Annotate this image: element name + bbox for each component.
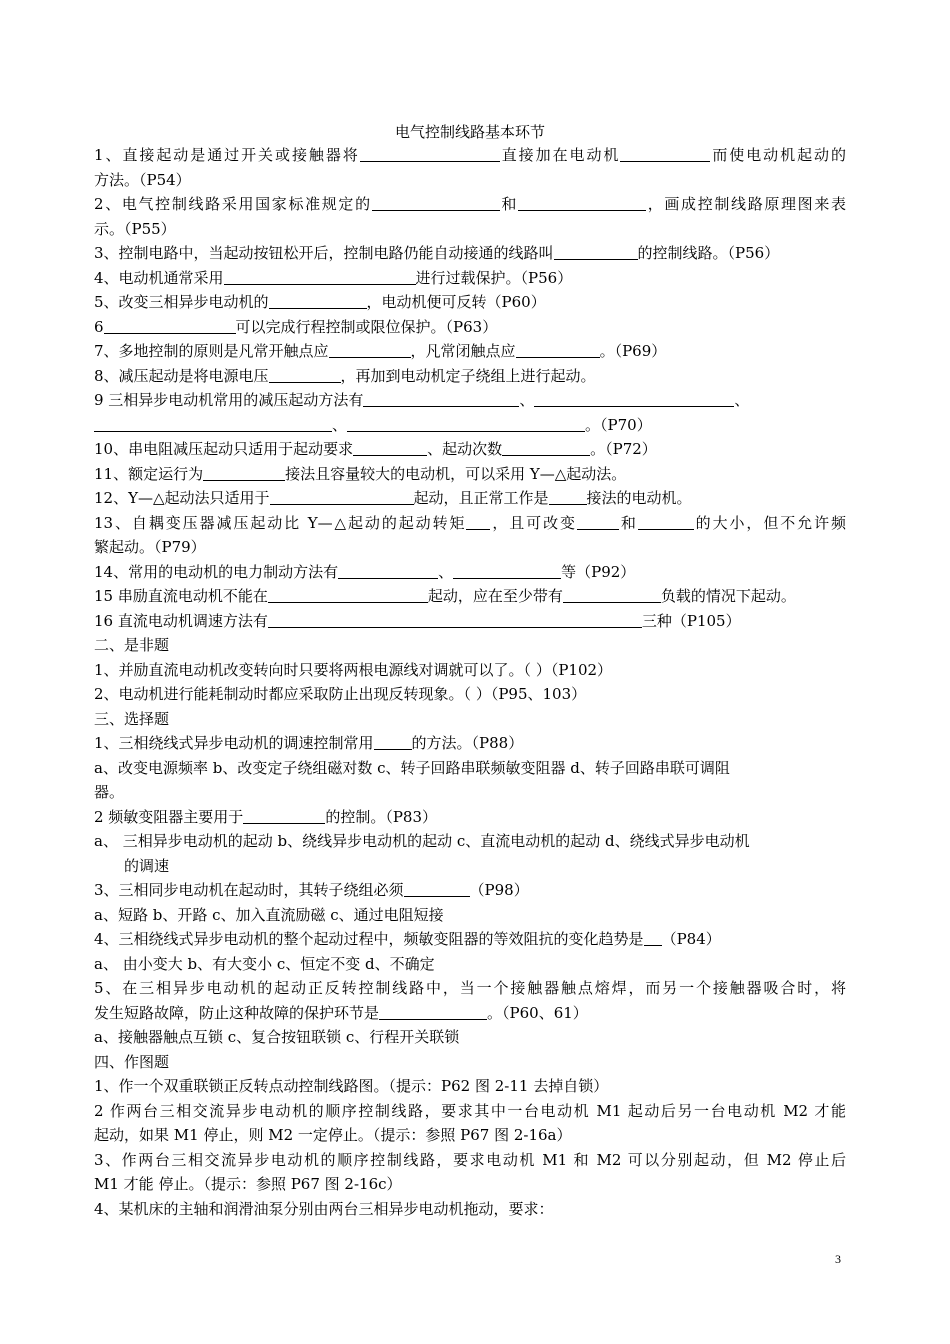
answer-blank[interactable] — [104, 318, 236, 334]
answer-blank[interactable] — [502, 440, 590, 456]
text: 的方法。（P88） — [411, 734, 524, 752]
text: 可以完成行程控制或限位保护。（P63） — [235, 317, 498, 336]
answer-blank[interactable] — [516, 342, 600, 358]
answer-blank[interactable] — [329, 342, 411, 358]
text: 、起动次数 — [427, 440, 503, 458]
text: 进行过载保护。（P56） — [415, 268, 573, 287]
text: 14、常用的电动机的电力制动方法有 — [94, 562, 339, 581]
question-8 — [94, 364, 846, 389]
text: ，电动机便可反转（P60） — [366, 293, 546, 311]
text: 、 — [519, 391, 535, 409]
text: 和 — [499, 195, 519, 213]
text: 6 — [94, 317, 104, 336]
text: 11、额定运行为 — [94, 464, 204, 483]
choice-2-options: a、 三相异步电动机的起动 b、绕线异步电动机的起动 c、直流电动机的起动 d、绕线式异步电动机 — [94, 832, 750, 850]
question-13-line-1 — [94, 511, 846, 536]
text: 等（P92） — [561, 562, 636, 581]
text: 1、直接起动是通过开关或接触器将 — [94, 146, 360, 164]
text: 15 串励直流电动机不能在 — [94, 587, 268, 605]
text: 、 — [734, 391, 750, 409]
choice-2-options-cont: 的调速 — [124, 856, 170, 875]
answer-blank[interactable] — [268, 612, 642, 628]
text: 。（P72） — [590, 440, 657, 458]
choice-1-options: a、改变电源频率 b、改变定子绕组磁对数 c、转子回路串联频敏变阻器 d、转子回路串联可调阻 — [94, 758, 730, 777]
text: 3、控制电路中，当起动按钮松开后，控制电路仍能自动接通的线路叫 — [94, 244, 554, 262]
choice-3-options: a、短路 b、开路 c、加入直流励磁 c、通过电阻短接 — [94, 905, 444, 924]
question-5 — [94, 290, 846, 315]
text: 8、减压起动是将电源电压 — [94, 366, 269, 385]
text: 7、多地控制的原则是凡常开触点应 — [94, 342, 329, 360]
text: 接法且容量较大的电动机，可以采用 Y—△起动法。 — [285, 464, 627, 483]
true-false-1: 1、并励直流电动机改变转向时只要将两根电源线对调就可以了。（ ）（P102） — [94, 660, 613, 679]
answer-blank[interactable] — [379, 1004, 487, 1020]
document-title: 电气控制线路基本环节 — [394, 123, 545, 141]
question-12 — [94, 486, 846, 511]
text: 1、三相绕线式异步电动机的调速控制常用 — [94, 734, 374, 752]
text: 。（P60、61） — [487, 1003, 588, 1022]
choice-5-line-2 — [94, 1001, 846, 1026]
text: ，且可改变 — [490, 513, 577, 532]
document-body — [94, 121, 846, 1221]
text: 4、三相绕线式异步电动机的整个起动过程中，频敏变阻器的等效阻抗的变化趋势是 — [94, 930, 644, 948]
question-1-line-2: 方法。（P54） — [94, 170, 191, 189]
answer-blank[interactable] — [353, 440, 427, 456]
text: 起动，且正常工作是 — [413, 489, 549, 507]
text: 9 三相异步电动机常用的减压起动方法有 — [94, 391, 364, 409]
answer-blank[interactable] — [94, 416, 332, 432]
answer-blank[interactable] — [269, 293, 367, 309]
text: 5、改变三相异步电动机的 — [94, 293, 269, 311]
choice-4-options: a、 由小变大 b、有大变小 c、恒定不变 d、不确定 — [94, 954, 435, 973]
answer-blank[interactable] — [374, 734, 412, 750]
answer-blank[interactable] — [404, 881, 470, 897]
answer-blank[interactable] — [577, 514, 619, 530]
text: 、 — [332, 415, 348, 434]
answer-blank[interactable] — [243, 808, 325, 824]
choice-2 — [94, 805, 846, 830]
text: 的大小，但不允许频 — [693, 513, 846, 532]
answer-blank[interactable] — [554, 244, 638, 260]
question-3 — [94, 241, 846, 266]
text: ，画成控制线路原理图来表 — [646, 195, 846, 213]
text: 而使电动机起动的 — [710, 146, 846, 164]
question-9-line-1 — [94, 388, 846, 413]
text: ，再加到电动机定子绕组上进行起动。 — [340, 366, 596, 385]
text: 负载的情况下起动。 — [660, 587, 796, 605]
drawing-3-line-1: 3、作两台三相交流异步电动机的顺序控制线路，要求电动机 M1 和 M2 可以分别起动，但 M2 停止后 — [94, 1150, 846, 1169]
drawing-4: 4、某机床的主轴和润滑油泵分别由两台三相异步电动机拖动，要求： — [94, 1199, 554, 1218]
text: 2、电气控制线路采用国家标准规定的 — [94, 195, 372, 213]
answer-blank[interactable] — [224, 269, 416, 285]
text: 2 频敏变阻器主要用于 — [94, 807, 244, 826]
question-1-line-1 — [94, 143, 846, 168]
answer-blank[interactable] — [620, 146, 710, 162]
text: 的控制。（P83） — [325, 807, 437, 826]
question-16 — [94, 609, 846, 634]
text: 三种（P105） — [641, 611, 741, 630]
question-2-line-1 — [94, 192, 846, 217]
answer-blank[interactable] — [203, 465, 285, 481]
drawing-1: 1、作一个双重联锁正反转点动控制线路图。（提示：P62 图 2-11 去掉自锁） — [94, 1077, 609, 1095]
answer-blank[interactable] — [638, 514, 694, 530]
choice-5-line-1: 5、在三相异步电动机的起动正反转控制线路中，当一个接触器触点熔焊，而另一个接触器吸合时，将 — [94, 979, 846, 997]
answer-blank[interactable] — [338, 563, 438, 579]
question-13-line-2: 繁起动。（P79） — [94, 538, 206, 556]
answer-blank[interactable] — [269, 367, 341, 383]
text: （P84） — [661, 930, 721, 948]
text: 4、电动机通常采用 — [94, 268, 224, 287]
text: 10、串电阻减压起动只适用于起动要求 — [94, 440, 354, 458]
text: 、 — [438, 562, 454, 581]
answer-blank[interactable] — [518, 195, 646, 211]
answer-blank[interactable] — [549, 489, 587, 505]
text: 。（P70） — [585, 415, 652, 434]
text: （P98） — [469, 881, 529, 899]
drawing-3-line-2: M1 才能 停止。（提示：参照 P67 图 2-16c） — [94, 1175, 402, 1193]
question-4 — [94, 266, 846, 291]
choice-4 — [94, 927, 846, 952]
text: 的控制线路。（P56） — [637, 244, 780, 262]
text: 发生短路故障，防止这种故障的保护环节是 — [94, 1003, 380, 1022]
question-11 — [94, 462, 846, 487]
question-15 — [94, 584, 846, 609]
answer-blank[interactable] — [268, 587, 428, 603]
drawing-2-line-1: 2 作两台三相交流异步电动机的顺序控制线路，要求其中一台电动机 M1 起动后另一台电动机 M2 才能 — [94, 1101, 846, 1120]
text: 12、Y—△起动法只适用于 — [94, 489, 270, 507]
answer-blank[interactable] — [534, 391, 734, 407]
section-true-false-heading: 二、是非题 — [94, 636, 170, 654]
question-9-line-2 — [94, 413, 846, 438]
answer-blank[interactable] — [360, 146, 500, 162]
page-number: 3 — [835, 1252, 841, 1266]
answer-blank[interactable] — [644, 930, 662, 946]
answer-blank[interactable] — [372, 195, 500, 211]
text: 接法的电动机。 — [586, 489, 692, 507]
question-2-line-2: 示。（P55） — [94, 219, 176, 238]
text: 16 直流电动机调速方法有 — [94, 611, 268, 630]
section-multiple-choice-heading: 三、选择题 — [94, 709, 170, 728]
answer-blank[interactable] — [347, 416, 585, 432]
text: 起动，应在至少带有 — [427, 587, 563, 605]
text: 直接加在电动机 — [499, 146, 621, 164]
text: ，凡常闭触点应 — [410, 342, 516, 360]
question-10 — [94, 437, 846, 462]
answer-blank[interactable] — [563, 587, 661, 603]
text: 和 — [618, 513, 638, 532]
choice-1-options-cont: 器。 — [94, 783, 125, 801]
drawing-2-line-2: 起动，如果 M1 停止，则 M2 一定停止。（提示：参照 P67 图 2-16a） — [94, 1126, 572, 1144]
question-6 — [94, 315, 846, 340]
answer-blank[interactable] — [363, 391, 519, 407]
text: 3、三相同步电动机在起动时，其转子绕组必须 — [94, 881, 404, 899]
text: 。（P69） — [599, 342, 667, 360]
text: 13、自耦变压器减压起动比 Y—△起动的起动转矩 — [94, 513, 467, 532]
true-false-2: 2、电动机进行能耗制动时都应采取防止出现反转现象。（ ）（P95、103） — [94, 685, 587, 703]
question-14 — [94, 560, 846, 585]
choice-1 — [94, 731, 846, 756]
choice-3 — [94, 878, 846, 903]
choice-5-options: a、接触器触点互锁 c、复合按钮联锁 c、行程开关联锁 — [94, 1028, 460, 1046]
question-7 — [94, 339, 846, 364]
answer-blank[interactable] — [270, 489, 414, 505]
answer-blank[interactable] — [453, 563, 561, 579]
answer-blank[interactable] — [466, 514, 490, 530]
section-drawing-heading: 四、作图题 — [94, 1052, 170, 1071]
